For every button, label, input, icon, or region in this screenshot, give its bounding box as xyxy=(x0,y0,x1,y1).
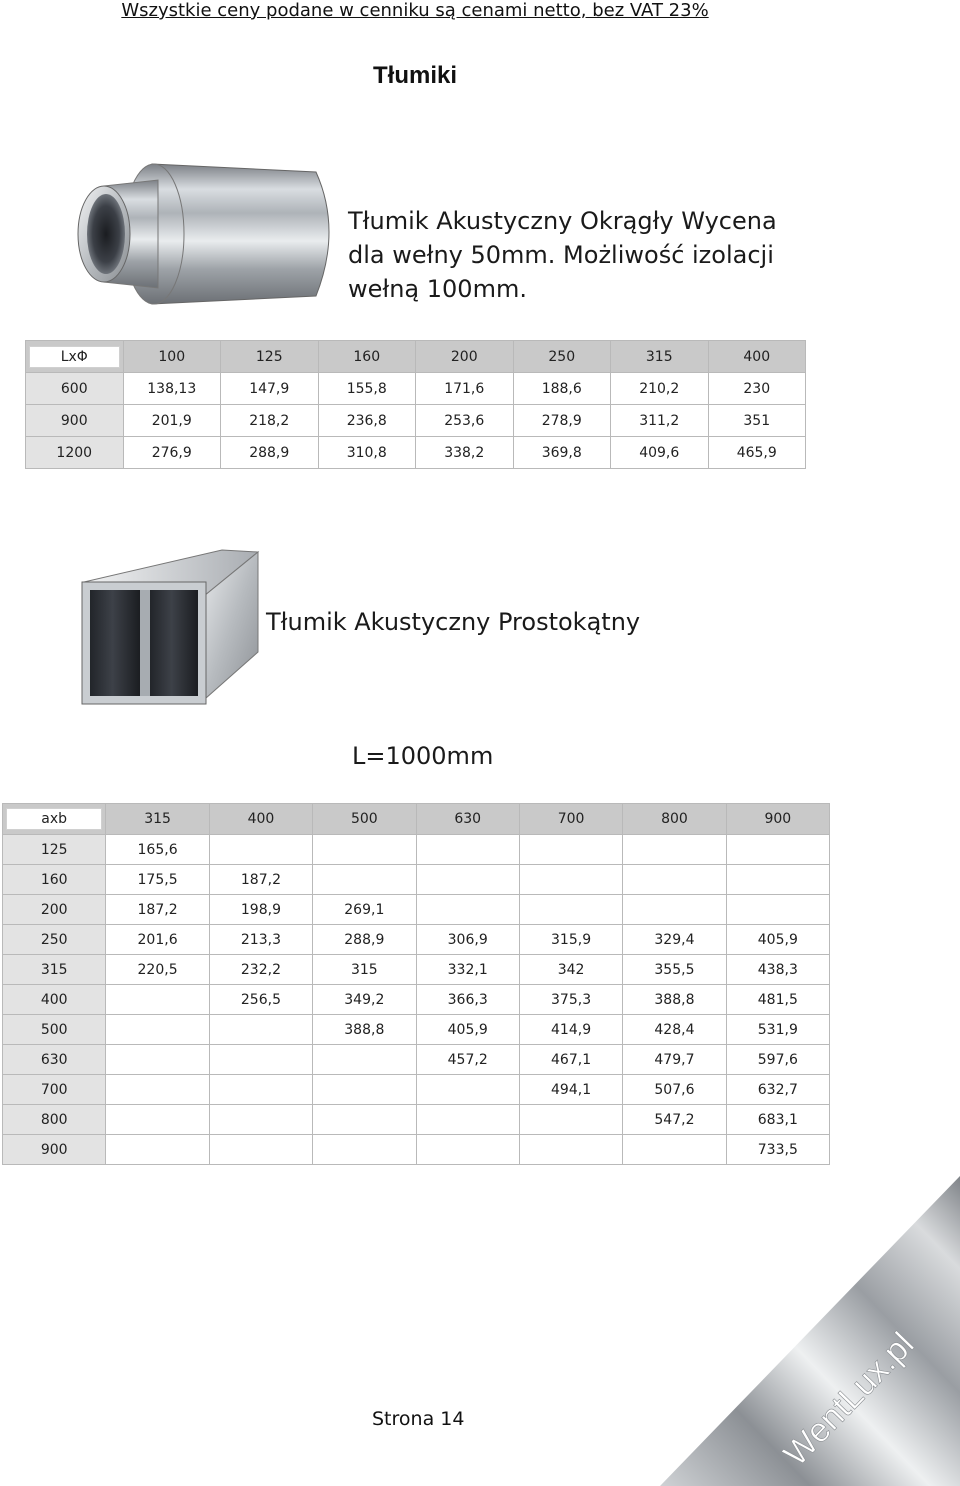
price-cell: 409,6 xyxy=(611,437,709,469)
price-cell: 414,9 xyxy=(519,1015,622,1045)
round-table-body xyxy=(26,373,806,469)
price-cell: 547,2 xyxy=(623,1105,726,1135)
price-cell: 405,9 xyxy=(416,1015,519,1045)
price-cell: 138,13 xyxy=(123,373,221,405)
price-cell: 494,1 xyxy=(519,1075,622,1105)
price-cell: 171,6 xyxy=(416,373,514,405)
price-cell: 256,5 xyxy=(209,985,312,1015)
column-header: 125 xyxy=(221,341,319,373)
column-header: 700 xyxy=(519,804,622,835)
price-cell: 201,9 xyxy=(123,405,221,437)
table-row xyxy=(26,437,806,469)
price-cell xyxy=(519,835,622,865)
page-number: Strona 14 xyxy=(372,1408,465,1430)
price-cell xyxy=(106,1105,209,1135)
price-cell: 288,9 xyxy=(313,925,416,955)
price-cell: 306,9 xyxy=(416,925,519,955)
corner-header xyxy=(3,804,106,835)
price-cell xyxy=(313,1105,416,1135)
corner-header xyxy=(26,341,124,373)
column-header: 100 xyxy=(123,341,221,373)
column-header: 200 xyxy=(416,341,514,373)
price-cell xyxy=(106,1015,209,1045)
column-header: 900 xyxy=(726,804,829,835)
price-cell xyxy=(726,865,829,895)
price-cell: 155,8 xyxy=(318,373,416,405)
price-cell: 198,9 xyxy=(209,895,312,925)
table-row xyxy=(3,835,830,865)
corner-label: LxΦ xyxy=(29,346,120,368)
price-cell: 220,5 xyxy=(106,955,209,985)
table-row xyxy=(3,1105,830,1135)
price-cell: 165,6 xyxy=(106,835,209,865)
row-header: 160 xyxy=(3,865,106,895)
price-cell xyxy=(209,1015,312,1045)
price-cell xyxy=(106,985,209,1015)
row-header: 900 xyxy=(3,1135,106,1165)
column-header: 250 xyxy=(513,341,611,373)
table-row xyxy=(3,865,830,895)
row-header: 500 xyxy=(3,1015,106,1045)
row-header: 630 xyxy=(3,1045,106,1075)
price-cell xyxy=(313,865,416,895)
price-cell: 311,2 xyxy=(611,405,709,437)
price-cell xyxy=(623,1135,726,1165)
price-cell xyxy=(209,1105,312,1135)
price-cell: 236,8 xyxy=(318,405,416,437)
row-header: 900 xyxy=(26,405,124,437)
price-cell: 232,2 xyxy=(209,955,312,985)
price-cell: 632,7 xyxy=(726,1075,829,1105)
price-cell: 187,2 xyxy=(209,865,312,895)
table-header-row xyxy=(3,804,830,835)
table-row xyxy=(3,1045,830,1075)
price-cell xyxy=(416,1105,519,1135)
price-cell: 597,6 xyxy=(726,1045,829,1075)
price-cell: 315,9 xyxy=(519,925,622,955)
price-cell xyxy=(106,1045,209,1075)
price-cell: 531,9 xyxy=(726,1015,829,1045)
price-cell xyxy=(209,1045,312,1075)
table-row xyxy=(3,895,830,925)
price-cell xyxy=(209,835,312,865)
corner-label: axb xyxy=(6,808,102,830)
price-cell: 201,6 xyxy=(106,925,209,955)
price-cell: 428,4 xyxy=(623,1015,726,1045)
price-cell: 438,3 xyxy=(726,955,829,985)
price-cell: 388,8 xyxy=(623,985,726,1015)
price-cell xyxy=(313,835,416,865)
table-row xyxy=(3,955,830,985)
price-cell: 332,1 xyxy=(416,955,519,985)
brand-corner-decoration xyxy=(660,1176,960,1486)
price-cell xyxy=(106,1135,209,1165)
price-notice: Wszystkie ceny podane w cenniku są cenami netto, bez VAT 23% xyxy=(121,0,709,21)
row-header: 125 xyxy=(3,835,106,865)
row-header: 600 xyxy=(26,373,124,405)
brand-logo-text: WentLux.pl xyxy=(776,1325,922,1474)
rect-silencer-price-table xyxy=(2,803,830,1165)
price-cell xyxy=(416,1075,519,1105)
row-header: 1200 xyxy=(26,437,124,469)
table-row xyxy=(26,373,806,405)
price-cell xyxy=(416,835,519,865)
price-cell xyxy=(416,895,519,925)
table-row xyxy=(3,1135,830,1165)
price-cell xyxy=(416,1135,519,1165)
table-row xyxy=(3,985,830,1015)
round-silencer-image xyxy=(74,150,344,310)
price-cell xyxy=(416,865,519,895)
price-cell xyxy=(623,865,726,895)
price-cell: 187,2 xyxy=(106,895,209,925)
price-cell: 366,3 xyxy=(416,985,519,1015)
table-row xyxy=(3,925,830,955)
price-cell: 388,8 xyxy=(313,1015,416,1045)
price-cell: 288,9 xyxy=(221,437,319,469)
price-cell xyxy=(519,895,622,925)
column-header: 160 xyxy=(318,341,416,373)
page-title: Tłumiki xyxy=(372,62,457,89)
row-header: 700 xyxy=(3,1075,106,1105)
price-cell xyxy=(623,895,726,925)
price-cell: 375,3 xyxy=(519,985,622,1015)
price-cell: 465,9 xyxy=(708,437,806,469)
price-cell: 479,7 xyxy=(623,1045,726,1075)
column-header: 315 xyxy=(611,341,709,373)
price-cell: 210,2 xyxy=(611,373,709,405)
row-header: 400 xyxy=(3,985,106,1015)
price-cell xyxy=(519,1105,622,1135)
rect-silencer-image xyxy=(76,548,266,710)
price-cell: 733,5 xyxy=(726,1135,829,1165)
column-header: 500 xyxy=(313,804,416,835)
price-cell: 278,9 xyxy=(513,405,611,437)
price-cell: 355,5 xyxy=(623,955,726,985)
price-cell: 683,1 xyxy=(726,1105,829,1135)
table-row xyxy=(3,1015,830,1045)
rect-silencer-description: Tłumik Akustyczny Prostokątny xyxy=(266,608,641,636)
price-cell: 175,5 xyxy=(106,865,209,895)
price-cell: 213,3 xyxy=(209,925,312,955)
price-cell: 269,1 xyxy=(313,895,416,925)
price-cell: 467,1 xyxy=(519,1045,622,1075)
price-cell: 405,9 xyxy=(726,925,829,955)
price-cell xyxy=(313,1045,416,1075)
price-cell xyxy=(726,835,829,865)
table-row xyxy=(26,405,806,437)
price-cell: 369,8 xyxy=(513,437,611,469)
price-cell: 253,6 xyxy=(416,405,514,437)
row-header: 250 xyxy=(3,925,106,955)
price-cell: 230 xyxy=(708,373,806,405)
column-header: 400 xyxy=(209,804,312,835)
price-cell: 457,2 xyxy=(416,1045,519,1075)
price-cell xyxy=(209,1075,312,1105)
column-header: 400 xyxy=(708,341,806,373)
price-cell xyxy=(313,1075,416,1105)
price-cell: 507,6 xyxy=(623,1075,726,1105)
price-cell: 342 xyxy=(519,955,622,985)
column-header: 800 xyxy=(623,804,726,835)
row-header: 800 xyxy=(3,1105,106,1135)
table-row xyxy=(3,1075,830,1105)
price-cell: 481,5 xyxy=(726,985,829,1015)
rect-table-body xyxy=(3,835,830,1165)
price-cell: 147,9 xyxy=(221,373,319,405)
price-cell: 349,2 xyxy=(313,985,416,1015)
round-silencer-description: Tłumik Akustyczny Okrągły Wycena dla wełny 50mm. Możliwość izolacji wełną 100mm. xyxy=(348,207,777,303)
price-cell: 188,6 xyxy=(513,373,611,405)
price-cell xyxy=(519,865,622,895)
column-header: 315 xyxy=(106,804,209,835)
price-cell: 351 xyxy=(708,405,806,437)
price-cell: 329,4 xyxy=(623,925,726,955)
price-cell xyxy=(313,1135,416,1165)
row-header: 200 xyxy=(3,895,106,925)
round-silencer-price-table xyxy=(25,340,806,469)
price-cell xyxy=(623,835,726,865)
row-header: 315 xyxy=(3,955,106,985)
price-cell xyxy=(106,1075,209,1105)
table-header-row xyxy=(26,341,806,373)
column-header: 630 xyxy=(416,804,519,835)
length-label: L=1000mm xyxy=(352,742,494,770)
price-cell: 310,8 xyxy=(318,437,416,469)
price-cell xyxy=(726,895,829,925)
price-cell: 315 xyxy=(313,955,416,985)
price-cell: 276,9 xyxy=(123,437,221,469)
price-cell: 218,2 xyxy=(221,405,319,437)
price-cell xyxy=(519,1135,622,1165)
price-cell xyxy=(209,1135,312,1165)
price-cell: 338,2 xyxy=(416,437,514,469)
